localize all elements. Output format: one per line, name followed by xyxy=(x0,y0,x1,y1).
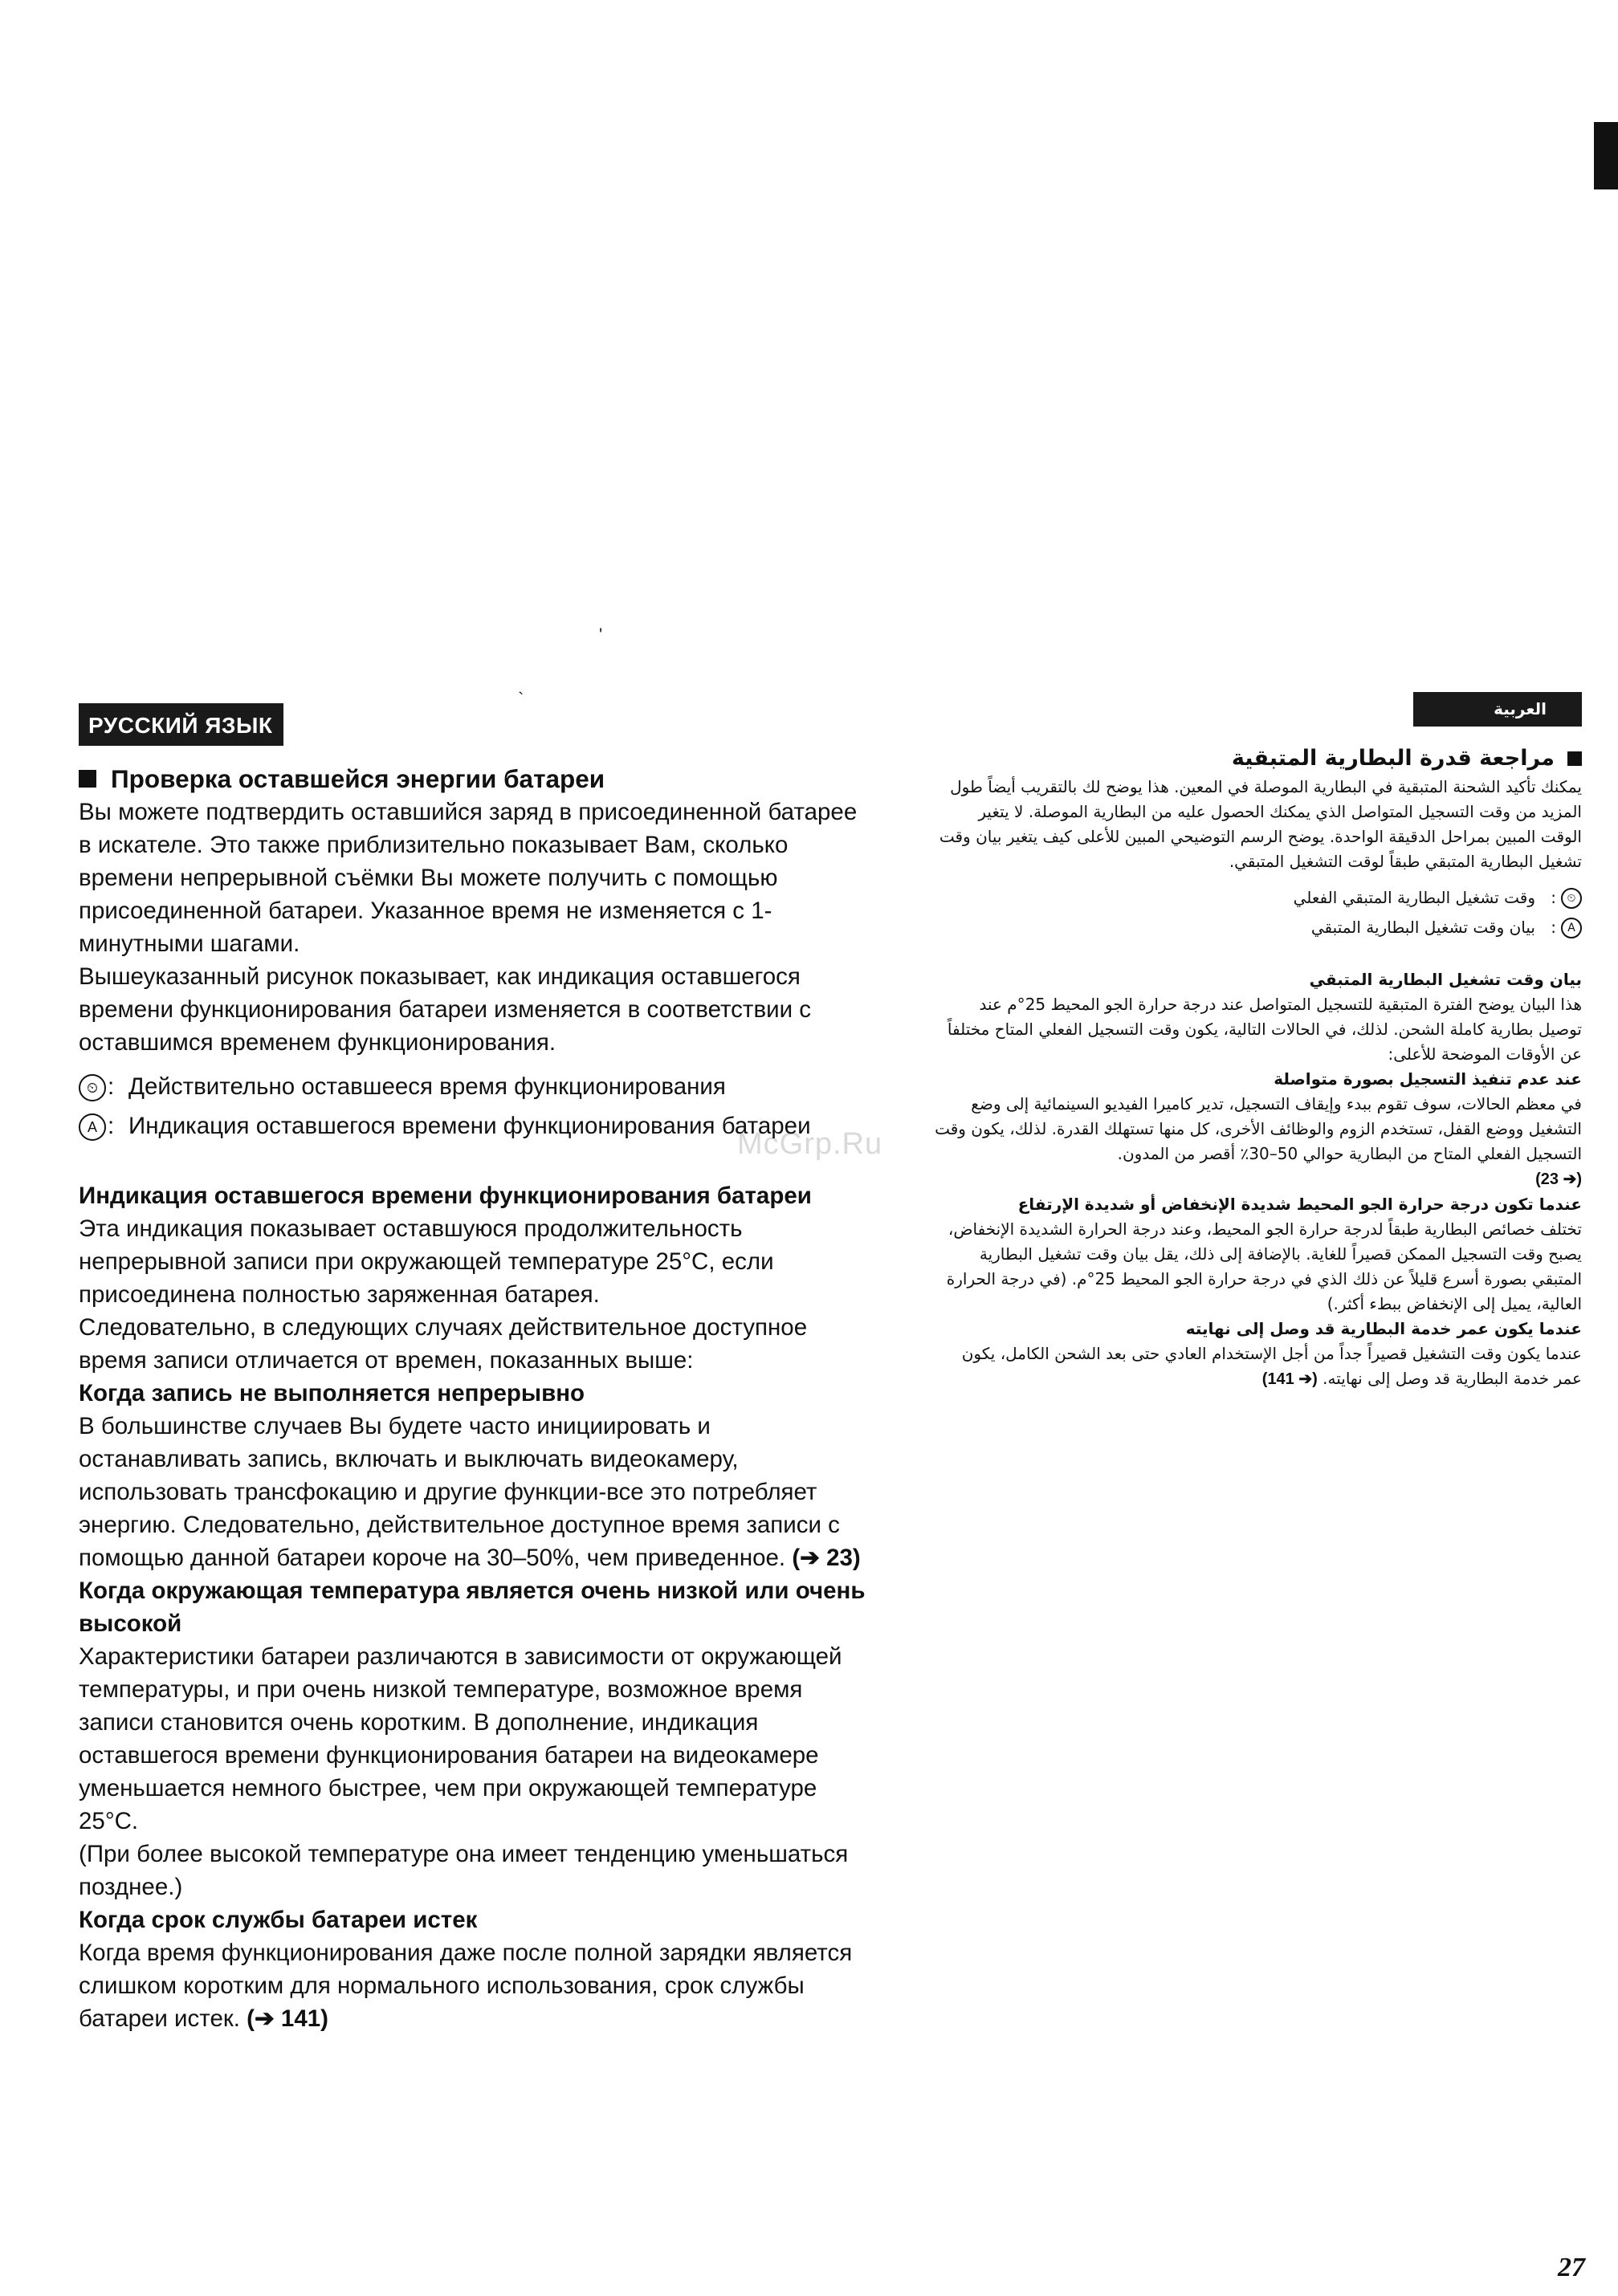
case-text: В большинстве случаев Вы будете часто инициировать и останавливать запись, включать и выключать видеокамеру, использовать трансфокацию и другие функции-все это потребляет энергию. Следовательно, действительное доступное время записи с помощью данной батареи короче на 30–50%, чем приведенное. (➔ 23) xyxy=(79,1413,861,1571)
circled-a-icon: A xyxy=(1561,918,1582,938)
case-title: Когда окружающая температура является очень низкой или очень высокой xyxy=(79,1577,866,1637)
bullet-square-icon xyxy=(1567,751,1582,766)
definition-text: وقت تشغيل البطارية المتبقي الفعلي xyxy=(1293,888,1535,907)
page-reference-link[interactable]: (➔ 23) xyxy=(792,1545,861,1571)
case-text-2: (При более высокой температуре она имеет тенденцию уменьшаться позднее.) xyxy=(79,1841,849,1900)
definition-text: Действительно оставшееся время функционирования xyxy=(128,1073,726,1100)
clock-symbol-icon: ⏲ xyxy=(79,1074,106,1101)
subsection-text: هذا البيان يوضح الفترة المتبقية للتسجيل المتواصل عند درجة حرارة الجو المحيط 25°م عند توصيل بطارية كاملة الشحن. لذلك، في الحالات التالية، يكون وقت التسجيل الفعلي المتاح مختلفاً عن الأوقات الموضحة للأعلى: xyxy=(947,995,1582,1064)
definition-item: A : بيان وقت تشغيل البطارية المتبقي xyxy=(933,915,1582,940)
case-title: Когда срок службы батареи истек xyxy=(79,1907,478,1933)
intro-paragraph: يمكنك تأكيد الشحنة المتبقية في البطارية الموصلة في المعين. هذا يوضح لك بالتقريب أيضاً طول المزيد من وقت التسجيل المتواصل الذي يمكنك الحصول عليه من البطارية الموصلة. لا يتغير الوقت المبين بمراحل الدقيقة الواحدة. يوضح الرسم التوضيحي المبين للأعلى كيف يتغير بيان وقت تشغيل البطارية المتبقي طبقاً لوقت التشغيل المتبقي. xyxy=(939,777,1582,871)
case-text: Когда время функционирования даже после полной зарядки является слишком коротким для нормального использования, срок службы батареи истек. (➔ 141) xyxy=(79,1940,853,2032)
intro-paragraph: Вы можете подтвердить оставшийся заряд в присоединенной батарее в искателе. Это также приблизительно показывает Вам, сколько времени непрерывной съёмки Вы можете получить с помощью присоединенной батареи. Указанное время не изменяется с 1-минутными шагами. xyxy=(79,799,858,957)
circled-a-icon: A xyxy=(79,1113,106,1141)
edge-index-tab xyxy=(1594,122,1618,189)
language-label: العربية xyxy=(1413,692,1582,727)
case-title: Когда запись не выполняется непрерывно xyxy=(79,1380,585,1407)
definition-item: A : Индикация оставшегося времени функционирования батареи xyxy=(79,1109,866,1142)
section-title-text: Проверка оставшейся энергии батареи xyxy=(111,764,605,793)
subsection-title: Индикация оставшегося времени функционирования батареи xyxy=(79,1183,812,1209)
clock-symbol-icon: ⏲ xyxy=(1561,888,1582,909)
definition-text: بيان وقت تشغيل البطارية المتبقي xyxy=(1310,918,1535,937)
case-title: عندما تكون درجة حرارة الجو المحيط شديدة الإنخفاض أو شديدة الإرتفاع xyxy=(1017,1195,1582,1214)
page-reference-link[interactable]: (➔ 23) xyxy=(1535,1170,1582,1188)
definition-list xyxy=(933,885,1582,940)
arabic-column xyxy=(933,692,1582,1392)
bullet-square-icon xyxy=(79,770,96,788)
definition-text: Индикация оставшегося времени функционирования батареи xyxy=(128,1113,811,1139)
page-reference-link[interactable]: (➔ 141) xyxy=(247,2005,328,2032)
case-text: عندما يكون وقت التشغيل قصيراً جداً من أجل الإستخدام العادي حتى بعد الشحن الكامل، يكون عمر خدمة البطارية قد وصل إلى نهايته. (➔ 141) xyxy=(961,1344,1582,1388)
case-ref-line xyxy=(933,1166,1582,1192)
subsection-text-2: Следовательно, в следующих случаях действительное доступное время записи отличается от времен, показанных выше: xyxy=(79,1314,808,1374)
section-title-text: مراجعة قدرة البطارية المتبقية xyxy=(1231,746,1555,771)
case-text: تختلف خصائص البطارية طبقاً لدرجة حرارة الجو المحيط، وعند درجة الحرارة الشديدة الإنخفاض، يصبح وقت التسجيل الممكن قصيراً للغاية. بالإضافة إلى ذلك، يقل بيان وقت تشغيل البطارية المتبقي بصورة أسرع قليلاً عن ذلك الذي في درجة حرارة الجو المحيط 25°م. (في درجة الحرارة العالية، يميل إلى الإنخفاض ببطء أكثر.) xyxy=(946,1219,1582,1313)
subsection-text: Эта индикация показывает оставшуюся продолжительность непрерывной записи при окружающей температуре 25°C, если присоединена полностью заряженная батарея. xyxy=(79,1215,774,1308)
definition-list xyxy=(79,1070,866,1142)
definition-item: ⏲ : وقت تشغيل البطارية المتبقي الفعلي xyxy=(933,885,1582,910)
section-title xyxy=(79,762,866,796)
definition-item: ⏲ : Действительно оставшееся время функционирования xyxy=(79,1070,866,1103)
case-title: عندما يكون عمر خدمة البطارية قد وصل إلى نهايته xyxy=(1185,1319,1582,1338)
intro-paragraph-2: Вышеуказанный рисунок показывает, как индикация оставшегося времени функционирования батареи изменяется в соответствии с оставшимся временем функционирования. xyxy=(79,963,812,1056)
language-label: РУССКИЙ ЯЗЫК xyxy=(79,703,283,746)
page-number: 27 xyxy=(1558,2253,1585,2282)
subsection-title: بيان وقت تشغيل البطارية المتبقي xyxy=(1309,970,1582,989)
stray-mark: ` xyxy=(518,689,524,709)
case-title: عند عدم تنفيذ التسجيل بصورة متواصلة xyxy=(1274,1069,1582,1089)
page-reference-link[interactable]: (➔ 141) xyxy=(1261,1370,1318,1388)
watermark: McGrp.Ru xyxy=(737,1127,883,1161)
stray-mark: ' xyxy=(599,625,603,645)
section-title xyxy=(933,743,1582,775)
case-text: في معظم الحالات، سوف تقوم ببدء وإيقاف التسجيل، تدير كاميرا الفيديو السينمائية إلى وضع التشغيل ووضع القفل، تستخدم الزوم والوظائف الأخرى، كل منها تستهلك القدرة. لذلك، يكون وقت التسجيل الفعلي المتاح من البطارية حوالي 50–30٪ أقصر من المدون. xyxy=(935,1094,1582,1163)
case-text: Характеристики батареи различаются в зависимости от окружающей температуры, и при очень низкой температуре, возможное время записи становится очень коротким. В дополнение, индикация оставшегося времени функционирования батареи на видеокамере уменьшается немного быстрее, чем при окружающей температуре 25°C. xyxy=(79,1643,842,1834)
russian-column xyxy=(79,703,866,2035)
